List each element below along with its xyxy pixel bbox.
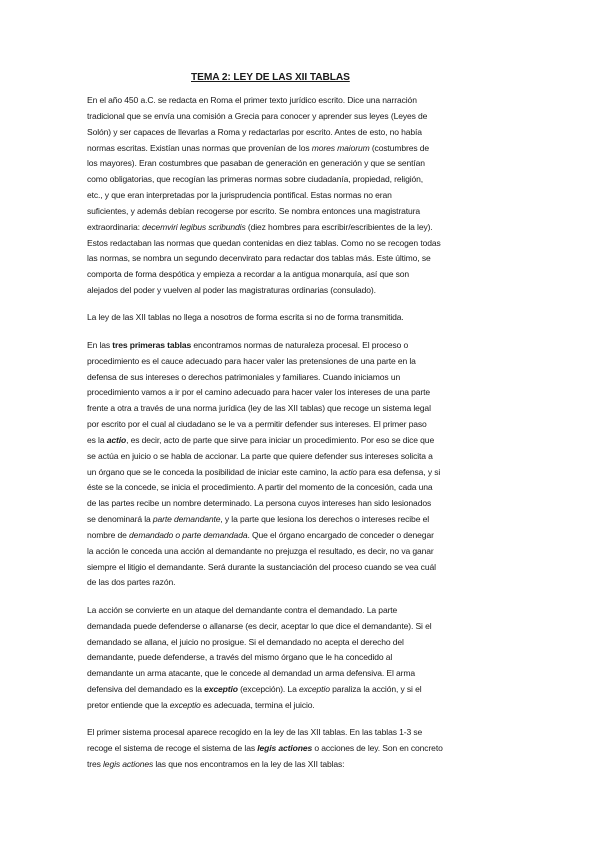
emphasized-text: legis actiones (257, 743, 313, 754)
text-segment: alejados del poder y vuelven al poder las magistraturas ordinarias (consulado). (87, 285, 376, 296)
text-line (87, 528, 517, 544)
text-segment: éste se la concede, se inicia el procedimiento. A partir del momento de la concesión, cada una (87, 482, 433, 493)
text-line (87, 698, 517, 714)
text-segment: , y la parte que lesiona los derechos o intereses recibe el (220, 514, 429, 525)
text-line (87, 512, 517, 528)
text-segment: encontramos normas de naturaleza procesal. El proceso o (191, 339, 409, 350)
text-line (87, 449, 517, 465)
text-segment: suficientes, y además debían recogerse por escrito. Se nombra entonces una magistratura (87, 205, 421, 216)
text-segment: Solón) y ser capaces de llevarlas a Roma y redactarlas por escrito. Antes de esto, no había (87, 126, 422, 137)
text-segment: procedimiento es el cauce adecuado para hacer valer las pretensiones de una parte en la (87, 355, 416, 366)
text-segment: como obligatorias, que recogían las primeras normas sobre ciudadanía, propiedad, religión, (87, 174, 424, 185)
text-segment: (costumbres de (369, 142, 430, 153)
text-segment: pretor entiende que la (87, 699, 170, 710)
text-segment: recoge el sistema de recoge el sistema de las (87, 743, 258, 754)
text-segment: las normas, se nombra un segundo decenvirato para redactar dos tablas más. Este último, se (87, 253, 431, 264)
text-segment: normas escritas. Existían unas normas que provenían de los (87, 142, 312, 153)
paragraph (87, 725, 517, 773)
text-line (87, 172, 517, 188)
text-line (87, 401, 517, 417)
text-segment: El primer sistema procesal aparece recogido en la ley de las XII tablas. En las tablas 1-3 se (87, 727, 423, 738)
text-line (87, 725, 517, 741)
text-line (87, 666, 517, 682)
emphasized-text: exceptio (204, 684, 238, 695)
text-segment: se actúa en juicio o se habla de accionar. La parte que quiere defender sus intereses solicita a (87, 450, 433, 461)
text-line (87, 188, 517, 204)
text-line (87, 310, 517, 326)
text-segment: la acción le conceda una acción al demandante no prejuzga el resultado, es decir, no va ganar (87, 545, 434, 556)
text-segment: es la (87, 434, 107, 445)
paragraph (87, 310, 517, 326)
text-line (87, 635, 517, 651)
emphasized-text: demandado o parte demandada (129, 529, 248, 540)
document-body (87, 93, 517, 784)
emphasized-text: parte demandante (152, 514, 221, 525)
emphasized-text: exceptio (169, 699, 201, 710)
text-line (87, 575, 517, 591)
text-segment: demandada puede defenderse o allanarse (es decir, aceptar lo que dice el demandante). Si el (87, 620, 432, 631)
text-line (87, 741, 517, 757)
text-segment: se denominará la (87, 514, 153, 525)
text-segment: En el año 450 a.C. se redacta en Roma el primer texto jurídico escrito. Dice una narración (87, 95, 417, 105)
text-line (87, 220, 517, 236)
text-line (87, 757, 517, 773)
text-segment: La acción se convierte en un ataque del demandante contra el demandado. La parte (87, 604, 398, 615)
text-line (87, 465, 517, 481)
text-line (87, 619, 517, 635)
text-segment: de las dos partes razón. (87, 577, 176, 588)
text-line (87, 650, 517, 666)
text-line (87, 560, 517, 576)
text-line (87, 496, 517, 512)
text-line (87, 156, 517, 172)
text-segment: (excepción). La (237, 684, 299, 695)
text-segment: los mayores). Eran costumbres que pasaban de generación en generación y que se sentían (87, 158, 425, 169)
text-line (87, 251, 517, 267)
text-segment: por escrito por el cual al ciudadano se le va a permitir defender sus intereses. El primer paso (87, 419, 427, 430)
text-line (87, 385, 517, 401)
text-line (87, 338, 517, 354)
text-line (87, 603, 517, 619)
text-line (87, 417, 517, 433)
text-segment: La ley de las XII tablas no llega a nosotros de forma escrita si no de forma transmitida. (87, 312, 404, 323)
text-line (87, 480, 517, 496)
emphasized-text: actio (106, 434, 127, 445)
text-segment: En las (87, 339, 113, 350)
emphasized-text: actio (339, 466, 357, 477)
emphasized-text: tres primeras tablas (112, 339, 192, 350)
text-segment: para esa defensa, y si (356, 466, 441, 477)
text-segment: demandante un arma atacante, que le concede al demandad un arma defensiva. El arma (87, 668, 415, 679)
emphasized-text: decemviri legibus scribundis (142, 221, 246, 232)
text-segment: defensiva del demandado es la (87, 684, 205, 695)
text-segment: tres (87, 758, 104, 769)
emphasized-text: mores maiorum (311, 142, 370, 153)
text-segment: de las partes recibe un nombre determinado. La persona cuyos intereses han sido lesionados (87, 498, 432, 509)
emphasized-text: legis actiones (103, 758, 154, 769)
text-segment: Estos redactaban las normas que quedan contenidas en diez tablas. Como no se recogen todas (87, 237, 441, 248)
paragraph (87, 338, 517, 592)
text-line (87, 544, 517, 560)
text-line (87, 93, 517, 109)
text-segment: o acciones de ley. Son en concreto (312, 743, 443, 754)
emphasized-text: exceptio (298, 684, 330, 695)
text-line (87, 433, 517, 449)
text-segment: paraliza la acción, y si el (329, 684, 422, 695)
text-segment: comporta de forma despótica y empieza a recordar a la antigua monarquía, así que son (87, 269, 410, 280)
text-segment: . Que el órgano encargado de conceder o denegar (247, 529, 434, 540)
text-segment: nombre de (87, 529, 130, 540)
text-segment: extraordinaria: (87, 221, 143, 232)
text-segment: siempre el litigio el demandante. Será durante la sustanciación del proceso cuando se vea cuál (87, 561, 436, 572)
text-line (87, 141, 517, 157)
text-line (87, 370, 517, 386)
text-line (87, 109, 517, 125)
text-segment: tradicional que se envía una comisión a Grecia para conocer y aprender sus leyes (Leyes de (87, 110, 428, 121)
text-segment: procedimiento vamos a ir por el camino adecuado para hacer valer los intereses de una parte (87, 387, 431, 398)
text-line (87, 267, 517, 283)
text-segment: demandado se allana, el juicio no prosigue. Si el demandado no acepta el derecho del (87, 636, 404, 647)
text-segment: las que nos encontramos en la ley de las XII tablas: (153, 758, 345, 769)
text-line (87, 354, 517, 370)
text-segment: , es decir, acto de parte que sirve para iniciar un procedimiento. Por eso se dice que (126, 434, 435, 445)
text-segment: demandante, puede defenderse, a través del mismo órgano que le ha concedido al (87, 652, 393, 663)
text-segment: (diez hombres para escribir/escribientes de la ley). (245, 221, 433, 232)
text-line (87, 125, 517, 141)
paragraph (87, 93, 517, 299)
text-line (87, 682, 517, 698)
text-segment: frente a otra a través de una norma jurídica (ley de las XII tablas) que recoge un sistema legal (87, 403, 431, 414)
paragraph (87, 603, 517, 714)
text-segment: un órgano que se le conceda la posibilidad de iniciar este camino, la (87, 466, 340, 477)
text-line (87, 204, 517, 220)
document-title: TEMA 2: LEY DE LAS XII TABLAS (191, 72, 350, 83)
text-segment: es adecuada, termina el juicio. (200, 699, 315, 710)
text-segment: etc., y que eran interpretadas por la jurisprudencia pontifical. Estas normas no eran (87, 190, 392, 201)
text-segment: defensa de sus intereses o derechos patrimoniales y familiares. Cuando iniciamos un (87, 371, 401, 382)
text-line (87, 236, 517, 252)
text-line (87, 283, 517, 299)
